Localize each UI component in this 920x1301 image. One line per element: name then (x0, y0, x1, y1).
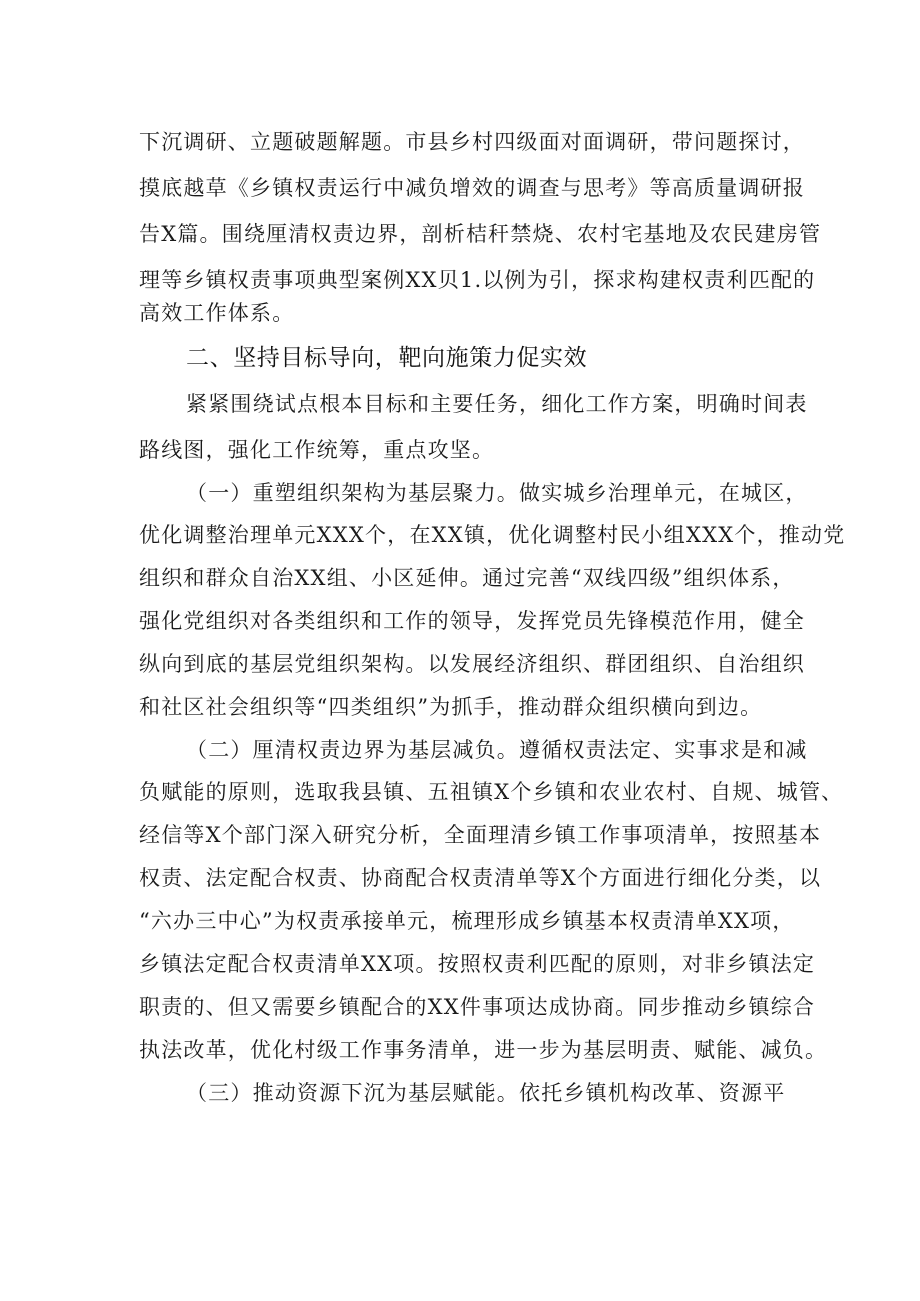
body-text-line: 执法改革，优化村级工作事务清单，进一步为基层明责、赋能、减负。 (139, 1038, 828, 1062)
body-text-line: 负赋能的原则，选取我县镇、五祖镇X个乡镇和农业农村、自规、城管、 (139, 780, 844, 804)
body-text-line: 理等乡镇权责事项典型案例XX贝1.以例为引，探求构建权责利匹配的 (139, 268, 816, 292)
body-text-line: 乡镇法定配合权责清单XX项。按照权责利匹配的原则，对非乡镇法定 (139, 952, 816, 976)
body-text-line: 紧紧围绕试点根本目标和主要任务，细化工作方案，明确时间表 (186, 392, 808, 416)
body-text-line: （三）推动资源下沉为基层赋能。依托乡镇机构改革、资源平 (186, 1081, 786, 1105)
body-text-line: 告X篇。围绕厘清权责边界，剖析桔秆禁烧、农村宅基地及农民建房管 (139, 222, 822, 246)
body-text-line: 权责、法定配合权责、协商配合权责清单等X个方面进行细化分类，以 (139, 866, 822, 890)
body-text-line: 经信等X个部门深入研究分析，全面理清乡镇工作事项清单，按照基本 (139, 823, 822, 847)
body-text-line: 路线图，强化工作统筹，重点攻坚。 (139, 438, 495, 462)
body-text-line: 和社区社会组织等“四类组织”为抓手，推动群众组织横向到边。 (139, 695, 763, 719)
body-text-line: 摸底越草《乡镇权责运行中减负增效的调查与思考》等高质量调研报 (139, 176, 805, 200)
body-text-line: 组织和群众自治XX组、小区延伸。通过完善“双线四级”组织体系， (139, 566, 795, 590)
body-text-line: 优化调整治理单元XXX个，在XX镇，优化调整村民小组XXX个，推动党 (139, 523, 846, 547)
body-text-line: 高效工作体系。 (139, 301, 295, 325)
body-text-line: “六办三中心”为权责承接单元，梳理形成乡镇基本权责清单XX项， (139, 909, 795, 933)
section-heading: 二、坚持目标导向，靶向施策力促实效 (186, 345, 588, 371)
body-text-line: （二）厘清权责边界为基层减负。遵循权责法定、实事求是和减 (186, 738, 808, 762)
body-text-line: 下沉调研、立题破题解题。市县乡村四级面对面调研，带问题探讨， (139, 130, 805, 154)
body-text-line: 职责的、但又需要乡镇配合的XX件事项达成协商。同步推动乡镇综合 (139, 995, 816, 1019)
body-text-line: 纵向到底的基层党组织架构。以发展经济组织、群团组织、自治组织 (139, 652, 805, 676)
body-text-line: 强化党组织对各类组织和工作的领导，发挥党员先锋模范作用，健全 (139, 609, 805, 633)
body-text-line: （一）重塑组织架构为基层聚力。做实城乡治理单元，在城区， (186, 481, 808, 505)
